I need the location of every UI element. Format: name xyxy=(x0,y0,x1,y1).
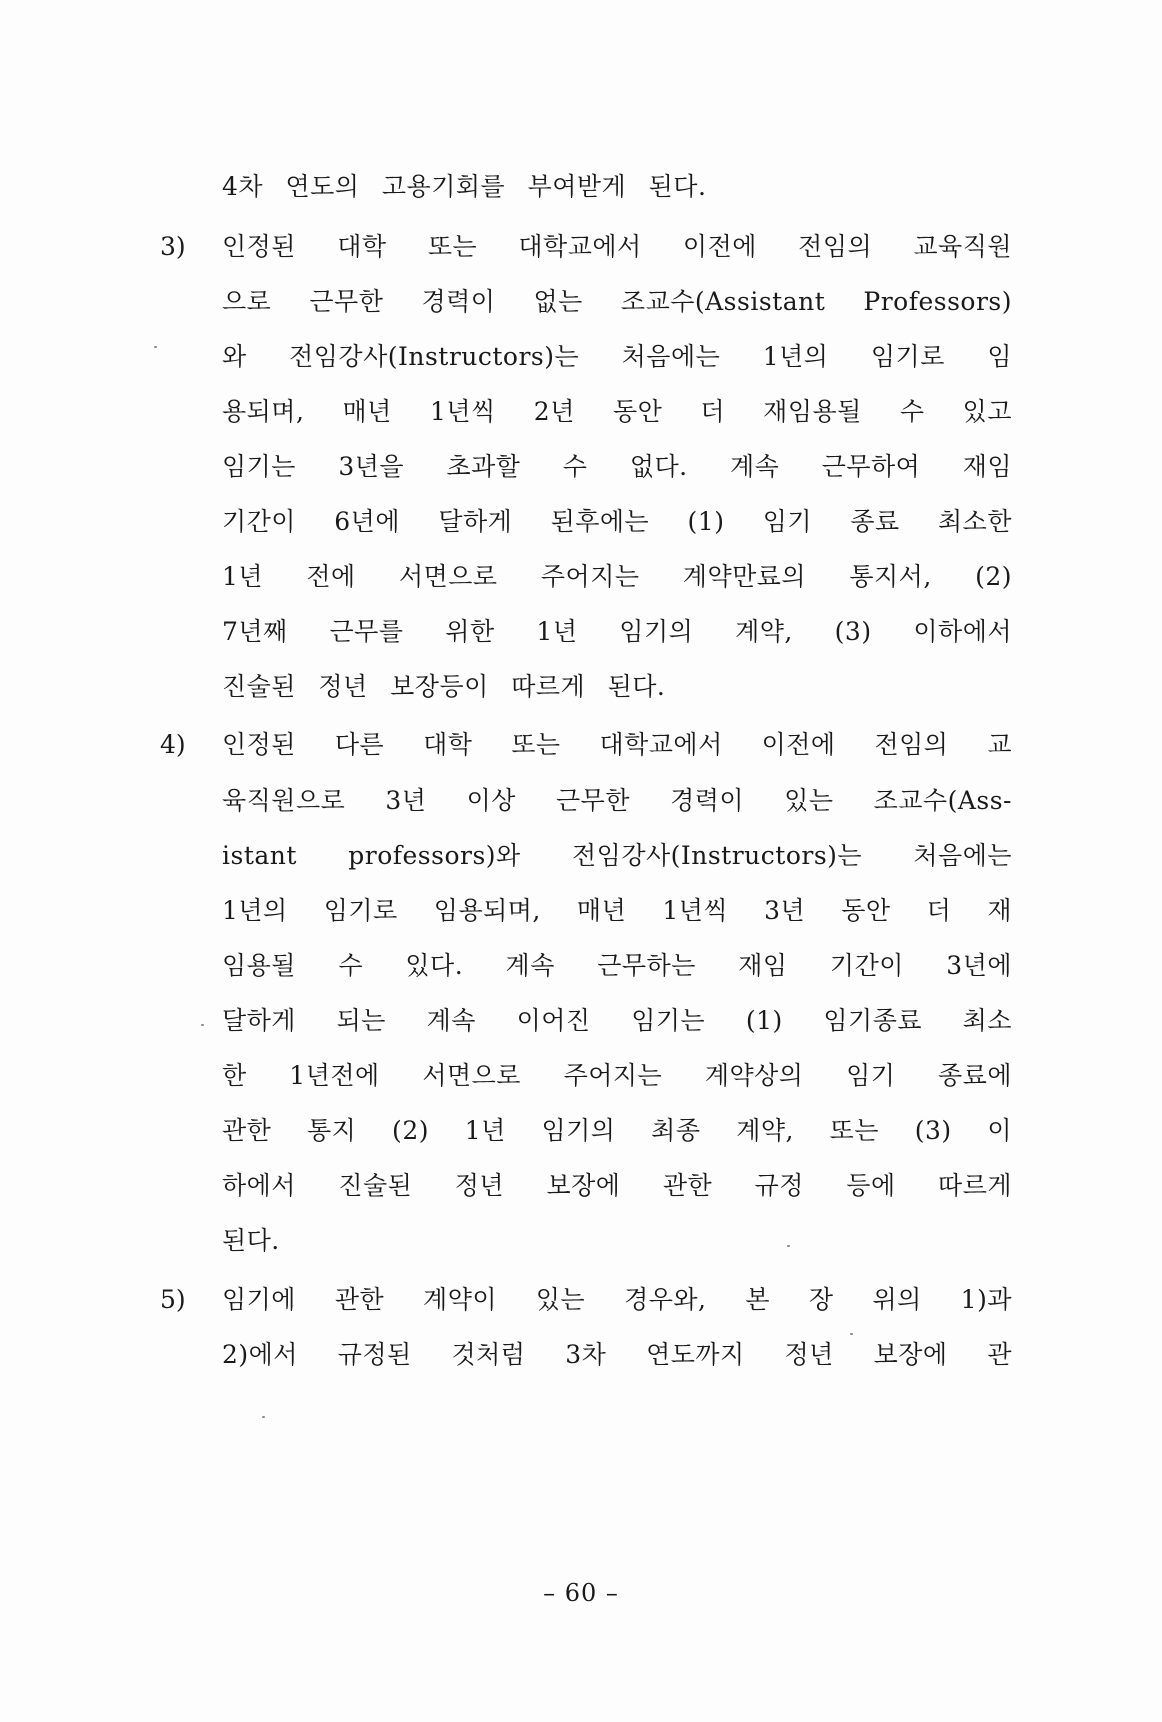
text-line: 육직원으로 3년 이상 근무한 경력이 있는 조교수(Ass- xyxy=(222,786,1012,815)
page-number: – 60 – xyxy=(543,1579,619,1607)
text-line: 하에서 진술된 정년 보장에 관한 규정 등에 따르게 xyxy=(222,1171,1012,1200)
text-line: 2)에서 규정된 것처럼 3차 연도까지 정년 보장에 관 xyxy=(222,1340,1012,1369)
scan-speck xyxy=(787,1245,790,1247)
text-line: 임기는 3년을 초과할 수 없다. 계속 근무하여 재임 xyxy=(222,452,1012,481)
text-line: 1년의 임기로 임용되며, 매년 1년씩 3년 동안 더 재 xyxy=(222,896,1012,925)
text-line: 와 전임강사(Instructors)는 처음에는 1년의 임기로 임 xyxy=(222,342,1012,371)
text-line: 7년째 근무를 위한 1년 임기의 계약, (3) 이하에서 xyxy=(222,617,1012,646)
text-line: 한 1년전에 서면으로 주어지는 계약상의 임기 종료에 xyxy=(222,1061,1012,1090)
text-line: 인정된 대학 또는 대학교에서 이전에 전임의 교육직원 xyxy=(222,232,1012,261)
text-line: 된다. xyxy=(222,1226,280,1255)
text-line: 4차 연도의 고용기회를 부여받게 된다. xyxy=(222,172,707,201)
text-line: 진술된 정년 보장등이 따르게 된다. xyxy=(222,672,666,701)
scan-speck xyxy=(154,346,157,348)
item-number: 5) xyxy=(160,1285,186,1314)
scan-speck xyxy=(262,1416,265,1418)
item-number: 4) xyxy=(160,730,186,759)
text-line: 기간이 6년에 달하게 된후에는 (1) 임기 종료 최소한 xyxy=(222,507,1012,536)
text-line: 인정된 다른 대학 또는 대학교에서 이전에 전임의 교 xyxy=(222,730,1012,759)
item-number: 3) xyxy=(160,232,186,261)
text-line: istant professors)와 전임강사(Instructors)는 처음에는 xyxy=(222,841,1012,870)
scan-speck xyxy=(850,1333,853,1335)
text-line: 용되며, 매년 1년씩 2년 동안 더 재임용될 수 있고 xyxy=(222,397,1012,426)
text-line: 으로 근무한 경력이 없는 조교수(Assistant Professors) xyxy=(222,287,1012,316)
text-line: 달하게 되는 계속 이어진 임기는 (1) 임기종료 최소 xyxy=(222,1006,1012,1035)
text-line: 1년 전에 서면으로 주어지는 계약만료의 통지서, (2) xyxy=(222,562,1012,591)
text-line: 임기에 관한 계약이 있는 경우와, 본 장 위의 1)과 xyxy=(222,1285,1012,1314)
scan-speck xyxy=(201,1024,204,1026)
text-line: 임용될 수 있다. 계속 근무하는 재임 기간이 3년에 xyxy=(222,951,1012,980)
text-line: 관한 통지 (2) 1년 임기의 최종 계약, 또는 (3) 이 xyxy=(222,1116,1012,1145)
